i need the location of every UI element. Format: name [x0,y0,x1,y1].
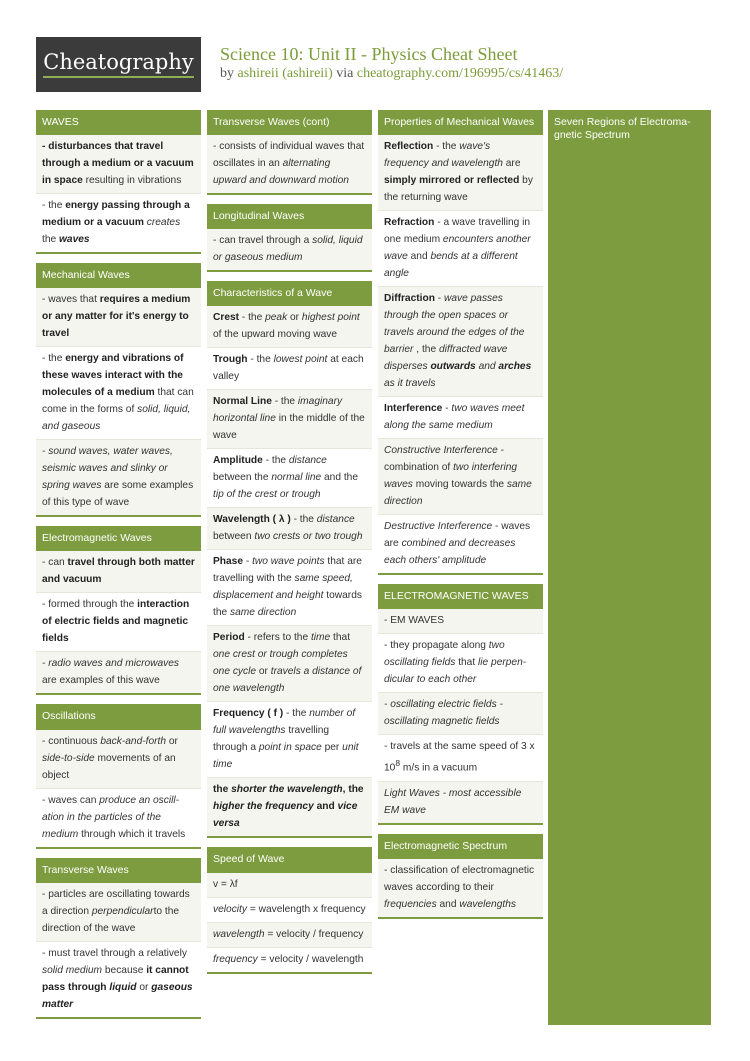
section-row: - waves can produce an oscillation in the particles of the medium through which it travels [36,788,201,847]
section-row: Wavelength ( λ ) - the distance between two crests or two trough [207,507,372,549]
section-row: Reflection - the wave's frequency and wavelength are simply mirrored or reflected by the returning wave [378,135,543,210]
section-row: v = λf [207,873,372,897]
page-title: Science 10: Unit II - Physics Cheat Sheet [220,44,518,64]
section-transverse-waves-cont [207,110,372,195]
section-properties [378,110,543,575]
section-row: - consists of individual waves that oscillates in an alternating upward and downward motion [207,135,372,193]
source-url-link[interactable]: cheatography.com/196995/cs/41463/ [356,66,564,81]
section-rows [207,135,372,193]
section-characteristics [207,281,372,838]
section-heading: Transverse Waves (cont) [207,110,372,135]
section-rows [378,609,543,822]
section-em-spectrum [378,834,543,919]
section-row: - they propagate along two oscillating fields that lie perpendicular to each other [378,633,543,692]
section-heading: Electromagnetic Spectrum [378,834,543,859]
cheatography-logo[interactable]: Cheatography [36,37,201,92]
section-row: wavelength = velocity / frequency [207,922,372,947]
section-heading-seven-regions: Seven Regions of Electromagnetic Spectrum [548,110,711,148]
section-row: - can travel through both matter and vacuum [36,551,201,592]
section-heading: Electromagnetic Waves [36,526,201,551]
section-row: Refraction - a wave travelling in one medium encounters another wave and bends at a different angle [378,210,543,286]
section-row: Light Waves - most accessible EM wave [378,781,543,823]
section-row: velocity = wavelength x frequency [207,897,372,922]
section-rows [207,873,372,972]
section-heading: Properties of Mechanical Waves [378,110,543,135]
section-em-waves-caps [378,584,543,825]
section-row: Constructive Interference - combination of two interfering waves moving towards the same direction [378,438,543,514]
section-heading: Speed of Wave [207,847,372,872]
section-row: Trough - the lowest point at each valley [207,347,372,389]
section-row: frequency = velocity / wavelength [207,947,372,972]
section-row: Interference - two waves meet along the same medium [378,396,543,438]
column-3 [378,110,543,928]
section-heading: ELECTROMAGNETIC WAVES [378,584,543,609]
section-row: - continuous back-and-forth or side-to-side movements of an object [36,730,201,788]
section-row: - classification of electromagnetic waves according to their frequencies and wavelengths [378,859,543,917]
byline [220,66,563,82]
section-row: Normal Line - the imaginary horizontal line in the middle of the wave [207,389,372,448]
section-oscillations [36,704,201,848]
column-1 [36,110,201,1028]
section-row: - particles are oscillating towards a direction perpendicularto the direction of the wave [36,883,201,941]
section-heading: WAVES [36,110,201,135]
section-row: - must travel through a relatively solid medium because it cannot pass through liquid or gaseous matter [36,941,201,1017]
section-row: - radio waves and microwaves are examples of this wave [36,651,201,693]
by-label: by [220,66,234,81]
section-heading: Characteristics of a Wave [207,281,372,306]
section-rows [378,135,543,573]
section-row: - oscillating electric fields - oscillating magnetic fields [378,692,543,734]
section-row: - EM WAVES [378,609,543,633]
column-4 [548,110,711,1025]
section-heading: Oscillations [36,704,201,729]
section-waves [36,110,201,254]
section-electromagnetic-waves [36,526,201,695]
section-heading: Longitudinal Waves [207,204,372,229]
section-row: Destructive Interference - waves are combined and decreases each others' amplitude [378,514,543,573]
section-row: - disturbances that travel through a medium or a vacuum in space resulting in vibrations [36,135,201,193]
section-row: - waves that requires a medium or any matter for it's energy to travel [36,288,201,346]
section-transverse-waves [36,858,201,1019]
section-heading: Transverse Waves [36,858,201,883]
column-2 [207,110,372,983]
section-rows [378,859,543,917]
section-rows [207,229,372,270]
section-row: - the energy passing through a medium or a vacuum creates the waves [36,193,201,252]
section-rows [36,135,201,252]
section-rows [36,730,201,847]
section-row: Period - refers to the time that one crest or trough completes one cycle or travels a distance of one wavelength [207,625,372,701]
section-rows [36,551,201,693]
section-speed-of-wave [207,847,372,973]
section-rows [207,306,372,836]
section-row: - travels at the same speed of 3 x $10^8$ m/s in a vacuum [378,734,543,780]
section-row: - can travel through a solid, liquid or gaseous medium [207,229,372,270]
section-row: Diffraction - wave passes through the open spaces or travels around the edges of the barrier , the diffracted wave disperses outwards and arches as it travels [378,286,543,396]
section-longitudinal-waves [207,204,372,272]
section-row: the shorter the wavelength, the higher the frequency and vice versa [207,777,372,836]
via-label: via [336,66,354,81]
section-row: - formed through the interaction of electric fields and magnetic fields [36,592,201,651]
section-row: Crest - the peak or highest point of the upward moving wave [207,306,372,347]
section-rows [36,883,201,1017]
section-heading: Mechanical Waves [36,263,201,288]
section-row: Frequency ( f ) - the number of full wavelengths travelling through a point in space per unit time [207,701,372,777]
section-mechanical-waves [36,263,201,517]
section-row: Phase - two wave points that are travelling with the same speed, displacement and height towards the same direction [207,549,372,625]
section-row: Amplitude - the distance between the normal line and the tip of the crest or trough [207,448,372,507]
author-link[interactable]: ashireii (ashireii) [237,66,333,81]
section-rows [36,288,201,515]
section-row: - sound waves, water waves, seismic waves and slinky or spring waves are some examples of this type of wave [36,439,201,515]
section-row: - the energy and vibrations of these waves interact with the molecules of a medium that can come in the forms of solid, liquid, and gaseous [36,346,201,439]
